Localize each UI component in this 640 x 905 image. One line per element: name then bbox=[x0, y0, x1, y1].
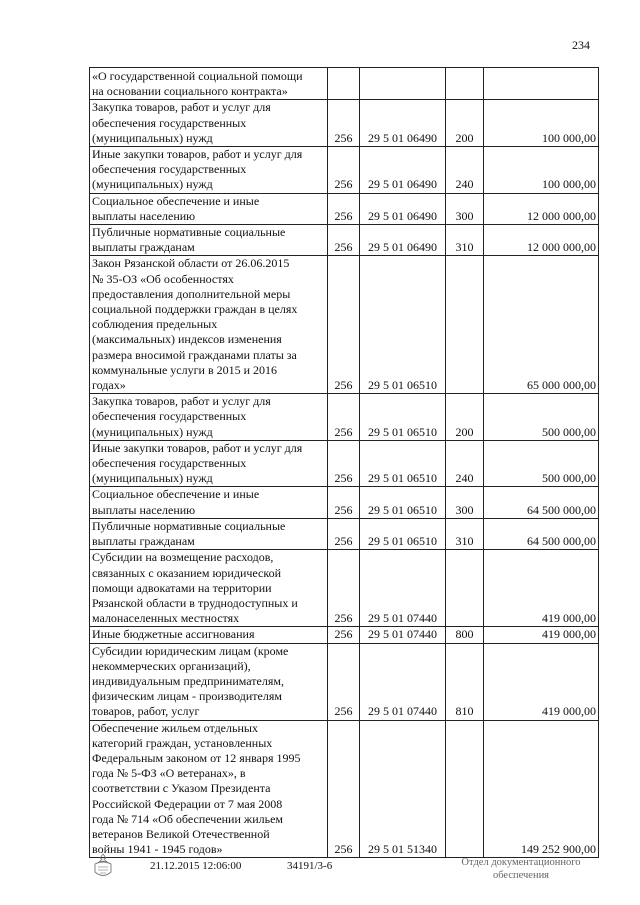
ved-cell: 256 bbox=[328, 627, 360, 643]
row-name-cell bbox=[90, 100, 328, 147]
table-row bbox=[90, 193, 599, 224]
sum-cell: 12 000 000,00 bbox=[484, 193, 599, 224]
row-name-line: Закупка товаров, работ и услуг для bbox=[92, 394, 271, 409]
budget-table bbox=[89, 67, 599, 858]
table-row bbox=[90, 394, 599, 441]
ved-cell: 256 bbox=[328, 147, 360, 194]
row-name-cell bbox=[90, 394, 328, 441]
table-row bbox=[90, 440, 599, 487]
csr-cell: 29 5 01 06510 bbox=[360, 518, 446, 549]
vr-cell bbox=[446, 68, 484, 100]
row-name-cell bbox=[90, 68, 328, 100]
csr-cell: 29 5 01 51340 bbox=[360, 720, 446, 858]
row-name-line: обеспечения государственных bbox=[92, 456, 247, 471]
vr-cell: 300 bbox=[446, 487, 484, 518]
row-name-line: Публичные нормативные социальные bbox=[92, 225, 286, 240]
vr-cell: 810 bbox=[446, 643, 484, 720]
row-name-line: года № 714 «Об обеспечении жильем bbox=[92, 811, 283, 826]
ved-cell: 256 bbox=[328, 193, 360, 224]
vr-cell bbox=[446, 256, 484, 394]
row-name-line: выплаты населению bbox=[92, 208, 196, 223]
row-name-line: выплаты гражданам bbox=[92, 240, 195, 255]
ved-cell: 256 bbox=[328, 394, 360, 441]
csr-cell: 29 5 01 06510 bbox=[360, 487, 446, 518]
ved-cell: 256 bbox=[328, 440, 360, 487]
row-name-line: (муниципальных) нужд bbox=[92, 130, 213, 145]
ved-cell: 256 bbox=[328, 643, 360, 720]
sum-cell: 500 000,00 bbox=[484, 440, 599, 487]
row-name-line: категорий граждан, установленных bbox=[92, 735, 273, 750]
footer-date: 21.12.2015 12:06:00 bbox=[150, 860, 242, 872]
sum-cell: 149 252 900,00 bbox=[484, 720, 599, 858]
row-name-line: обеспечения государственных bbox=[92, 162, 247, 177]
table-row bbox=[90, 518, 599, 549]
sum-cell: 100 000,00 bbox=[484, 100, 599, 147]
row-name-cell bbox=[90, 147, 328, 194]
csr-cell: 29 5 01 07440 bbox=[360, 643, 446, 720]
ved-cell bbox=[328, 68, 360, 100]
sum-cell: 500 000,00 bbox=[484, 394, 599, 441]
row-name-line: (муниципальных) нужд bbox=[92, 424, 213, 439]
row-name-line: размера вносимой гражданами платы за bbox=[92, 347, 297, 362]
ved-cell: 256 bbox=[328, 256, 360, 394]
row-name-cell bbox=[90, 643, 328, 720]
row-name-line: годах» bbox=[92, 378, 126, 393]
footer-doc-code: 34191/3-6 bbox=[287, 860, 333, 872]
csr-cell bbox=[360, 68, 446, 100]
row-name-cell bbox=[90, 627, 328, 643]
csr-cell: 29 5 01 06490 bbox=[360, 193, 446, 224]
csr-cell: 29 5 01 06490 bbox=[360, 225, 446, 256]
csr-cell: 29 5 01 07440 bbox=[360, 550, 446, 627]
table-row bbox=[90, 550, 599, 627]
row-name-line: Закупка товаров, работ и услуг для bbox=[92, 100, 271, 115]
vr-cell: 800 bbox=[446, 627, 484, 643]
ved-cell: 256 bbox=[328, 518, 360, 549]
row-name-cell bbox=[90, 720, 328, 858]
vr-cell: 200 bbox=[446, 394, 484, 441]
vr-cell: 200 bbox=[446, 100, 484, 147]
ved-cell: 256 bbox=[328, 225, 360, 256]
table-row bbox=[90, 643, 599, 720]
row-name-line: № 35-ОЗ «Об особенностях bbox=[92, 271, 234, 286]
row-name-cell bbox=[90, 440, 328, 487]
row-name-line: Социальное обеспечение и иные bbox=[92, 487, 260, 502]
row-name-line: (максимальных) индексов изменения bbox=[92, 332, 282, 347]
row-name-line: (муниципальных) нужд bbox=[92, 471, 213, 486]
row-name-cell bbox=[90, 193, 328, 224]
sum-cell: 64 500 000,00 bbox=[484, 518, 599, 549]
vr-cell bbox=[446, 550, 484, 627]
row-name-line: Рязанской области в труднодоступных и bbox=[92, 595, 298, 610]
csr-cell: 29 5 01 07440 bbox=[360, 627, 446, 643]
row-name-line: Иные закупки товаров, работ и услуг для bbox=[92, 147, 303, 162]
row-name-line: малонаселенных местностях bbox=[92, 611, 240, 626]
table-row bbox=[90, 147, 599, 194]
csr-cell: 29 5 01 06510 bbox=[360, 394, 446, 441]
table-row bbox=[90, 225, 599, 256]
row-name-line: Публичные нормативные социальные bbox=[92, 518, 286, 533]
row-name-line: физическим лицам - производителям bbox=[92, 689, 282, 704]
row-name-line: года № 5-ФЗ «О ветеранах», в bbox=[92, 766, 246, 781]
row-name-line: Российской Федерации от 7 мая 2008 bbox=[92, 796, 283, 811]
sum-cell: 64 500 000,00 bbox=[484, 487, 599, 518]
row-name-cell bbox=[90, 550, 328, 627]
vr-cell: 240 bbox=[446, 147, 484, 194]
row-name-line: обеспечения государственных bbox=[92, 115, 247, 130]
sum-cell: 65 000 000,00 bbox=[484, 256, 599, 394]
row-name-line: социальной поддержки граждан в целях bbox=[92, 302, 298, 317]
footer-stamp bbox=[446, 856, 596, 882]
csr-cell: 29 5 01 06490 bbox=[360, 100, 446, 147]
csr-cell: 29 5 01 06490 bbox=[360, 147, 446, 194]
sum-cell: 100 000,00 bbox=[484, 147, 599, 194]
sum-cell: 419 000,00 bbox=[484, 643, 599, 720]
row-name-line: некоммерческих организаций), bbox=[92, 658, 251, 673]
row-name-line: Субсидии юридическим лицам (кроме bbox=[92, 643, 289, 658]
ved-cell: 256 bbox=[328, 720, 360, 858]
csr-cell: 29 5 01 06510 bbox=[360, 440, 446, 487]
row-name-line: Социальное обеспечение и иные bbox=[92, 193, 260, 208]
row-name-cell bbox=[90, 225, 328, 256]
row-name-line: связанных с оказанием юридической bbox=[92, 565, 281, 580]
csr-cell: 29 5 01 06510 bbox=[360, 256, 446, 394]
sum-cell: 419 000,00 bbox=[484, 627, 599, 643]
footer-stamp-line2: обеспечения bbox=[492, 870, 550, 881]
vr-cell: 310 bbox=[446, 225, 484, 256]
vr-cell: 300 bbox=[446, 193, 484, 224]
coat-of-arms-icon bbox=[92, 852, 114, 880]
table-row bbox=[90, 256, 599, 394]
row-name-line: помощи адвокатами на территории bbox=[92, 580, 272, 595]
sum-cell: 12 000 000,00 bbox=[484, 225, 599, 256]
budget-table-body bbox=[90, 68, 599, 858]
row-name-line: ветеранов Великой Отечественной bbox=[92, 826, 270, 841]
row-name-line: (муниципальных) нужд bbox=[92, 177, 213, 192]
row-name-line: выплаты населению bbox=[92, 502, 196, 517]
row-name-line: обеспечения государственных bbox=[92, 409, 247, 424]
vr-cell bbox=[446, 720, 484, 858]
row-name-line: товаров, работ, услуг bbox=[92, 704, 200, 719]
table-row bbox=[90, 720, 599, 858]
row-name-line: Иные закупки товаров, работ и услуг для bbox=[92, 440, 303, 455]
row-name-line: Обеспечение жильем отдельных bbox=[92, 720, 258, 735]
row-name-line: коммунальные услуги в 2015 и 2016 bbox=[92, 362, 278, 377]
vr-cell: 240 bbox=[446, 440, 484, 487]
row-name-cell bbox=[90, 256, 328, 394]
ved-cell: 256 bbox=[328, 100, 360, 147]
row-name-cell bbox=[90, 487, 328, 518]
row-name-line: предоставления дополнительной меры bbox=[92, 286, 291, 301]
footer-stamp-line1: Отдел документационного bbox=[461, 857, 581, 868]
sum-cell bbox=[484, 68, 599, 100]
row-name-line: Иные бюджетные ассигнования bbox=[92, 627, 255, 642]
row-name-line: индивидуальным предпринимателям, bbox=[92, 673, 284, 688]
table-row bbox=[90, 487, 599, 518]
row-name-line: соответствии с Указом Президента bbox=[92, 781, 271, 796]
page-number: 234 bbox=[572, 38, 590, 52]
ved-cell: 256 bbox=[328, 550, 360, 627]
row-name-line: выплаты гражданам bbox=[92, 534, 195, 549]
ved-cell: 256 bbox=[328, 487, 360, 518]
row-name-line: «О государственной социальной помощи bbox=[92, 69, 303, 83]
table-row bbox=[90, 627, 599, 643]
row-name-line: соблюдения предельных bbox=[92, 317, 218, 332]
table-row bbox=[90, 68, 599, 100]
row-name-line: Закон Рязанской области от 26.06.2015 bbox=[92, 256, 290, 271]
row-name-cell bbox=[90, 518, 328, 549]
row-name-line: Субсидии на возмещение расходов, bbox=[92, 550, 274, 565]
table-row bbox=[90, 100, 599, 147]
row-name-line: Федеральным законом от 12 января 1995 bbox=[92, 750, 301, 765]
vr-cell: 310 bbox=[446, 518, 484, 549]
row-name-line: на основании социального контракта» bbox=[92, 84, 288, 99]
row-name-line: войны 1941 - 1945 годов» bbox=[92, 842, 223, 857]
sum-cell: 419 000,00 bbox=[484, 550, 599, 627]
